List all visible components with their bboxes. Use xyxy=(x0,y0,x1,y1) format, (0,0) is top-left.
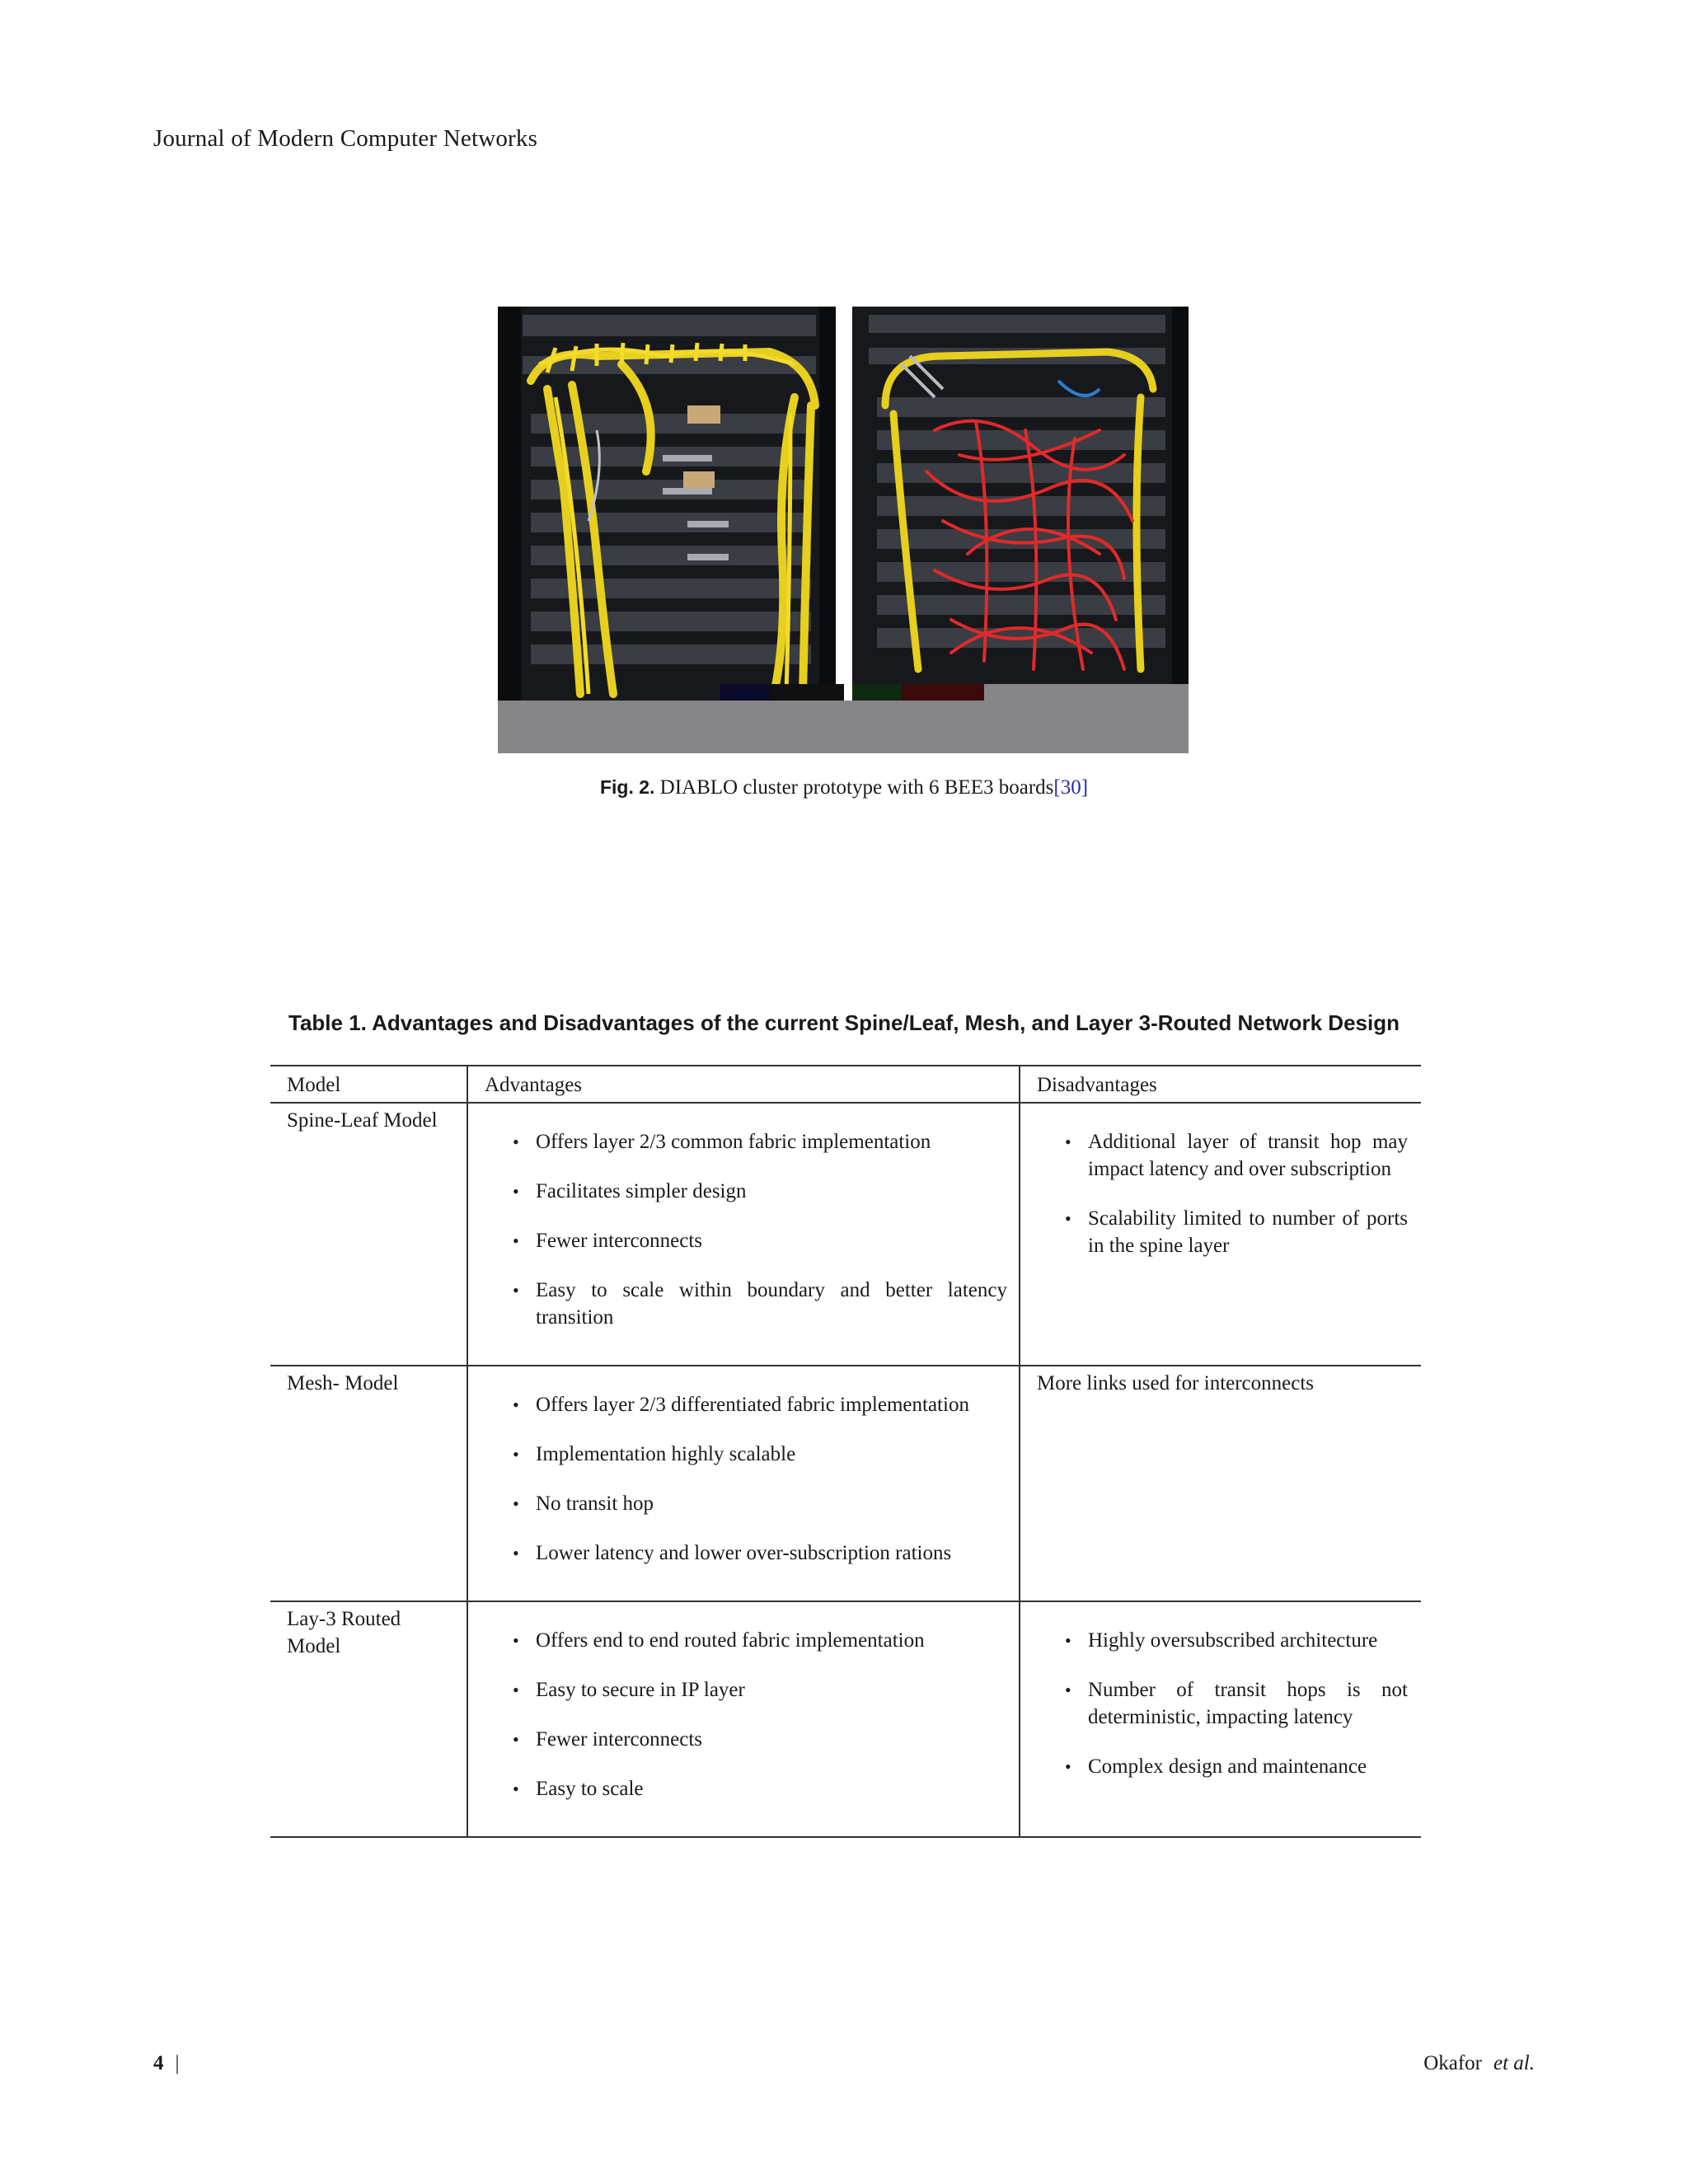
advantages-cell xyxy=(467,1366,1020,1601)
disadvantages-cell xyxy=(1020,1601,1421,1837)
list-item: • Number of transit hops is not deterministic, impacting latency xyxy=(1037,1676,1408,1731)
figure-label: Fig. 2. xyxy=(599,776,655,798)
list-item: • Facilitates simpler design xyxy=(485,1178,1007,1205)
rack-photo-right xyxy=(852,307,1189,684)
list-item: • Offers layer 2/3 common fabric implementation xyxy=(485,1128,1007,1155)
list-item: • Offers end to end routed fabric implementation xyxy=(485,1627,1007,1654)
footer-author: Okafor xyxy=(1423,2052,1482,2074)
list-item: • Lower latency and lower over-subscription rations xyxy=(485,1540,1007,1567)
model-cell: Lay-3 Routed Model xyxy=(287,1608,401,1657)
image-artifact-band xyxy=(498,701,1189,753)
figure-caption xyxy=(0,776,1688,799)
header-model: Model xyxy=(287,1074,341,1096)
figure-caption-text: DIABLO cluster prototype with 6 BEE3 boards xyxy=(659,776,1054,799)
disadvantages-list xyxy=(1037,1128,1408,1259)
citation-link[interactable]: [30] xyxy=(1053,776,1089,799)
list-item: • Fewer interconnects xyxy=(485,1227,1007,1254)
advantages-list xyxy=(485,1128,1007,1331)
table-row xyxy=(270,1601,1421,1837)
disadvantages-list xyxy=(1037,1627,1408,1780)
list-item: • Additional layer of transit hop may impact latency and over subscription xyxy=(1037,1128,1408,1183)
running-head: Journal of Modern Computer Networks xyxy=(153,125,538,152)
table-title: Table 1. Advantages and Disadvantages of the current Spine/Leaf, Mesh, and Layer 3-Routed Network Design xyxy=(288,1010,1400,1035)
glitch-block xyxy=(770,684,844,701)
footer-etal: et al. xyxy=(1493,2052,1535,2074)
footer-separator: | xyxy=(175,2052,180,2074)
list-item: • Easy to scale within boundary and better latency transition xyxy=(485,1277,1007,1331)
list-item: • Easy to secure in IP layer xyxy=(485,1676,1007,1704)
list-item: • Highly oversubscribed architecture xyxy=(1037,1627,1408,1654)
table-row xyxy=(270,1103,1421,1366)
list-item: • Implementation highly scalable xyxy=(485,1441,1007,1468)
model-cell: Spine-Leaf Model xyxy=(287,1109,438,1132)
list-item: • Complex design and maintenance xyxy=(1037,1753,1408,1780)
page-number: 4 xyxy=(153,2052,164,2074)
advantages-list xyxy=(485,1627,1007,1802)
glitch-block xyxy=(720,684,770,701)
list-item: • Easy to scale xyxy=(485,1775,1007,1802)
list-item: • Scalability limited to number of ports in the spine layer xyxy=(1037,1205,1408,1259)
disadvantages-text: More links used for interconnects xyxy=(1037,1372,1315,1394)
header-advantages: Advantages xyxy=(467,1066,1020,1103)
table-row xyxy=(270,1366,1421,1601)
list-item: • Fewer interconnects xyxy=(485,1726,1007,1753)
page-footer-right xyxy=(1423,2052,1535,2075)
advantages-list xyxy=(485,1391,1007,1567)
header-disadvantages: Disadvantages xyxy=(1020,1066,1421,1103)
glitch-block xyxy=(902,684,984,701)
model-cell: Mesh- Model xyxy=(287,1372,399,1394)
comparison-table xyxy=(270,1065,1421,1838)
disadvantages-cell xyxy=(1020,1366,1421,1601)
list-item: • No transit hop xyxy=(485,1490,1007,1517)
figure-photo xyxy=(498,307,1189,753)
advantages-cell xyxy=(467,1103,1020,1366)
rack-photo-left xyxy=(498,307,836,701)
glitch-block xyxy=(852,684,902,701)
disadvantages-cell xyxy=(1020,1103,1421,1366)
table-header-row xyxy=(270,1066,1421,1103)
list-item: • Offers layer 2/3 differentiated fabric implementation xyxy=(485,1391,1007,1418)
advantages-cell xyxy=(467,1601,1020,1837)
page-footer-left xyxy=(153,2052,180,2075)
